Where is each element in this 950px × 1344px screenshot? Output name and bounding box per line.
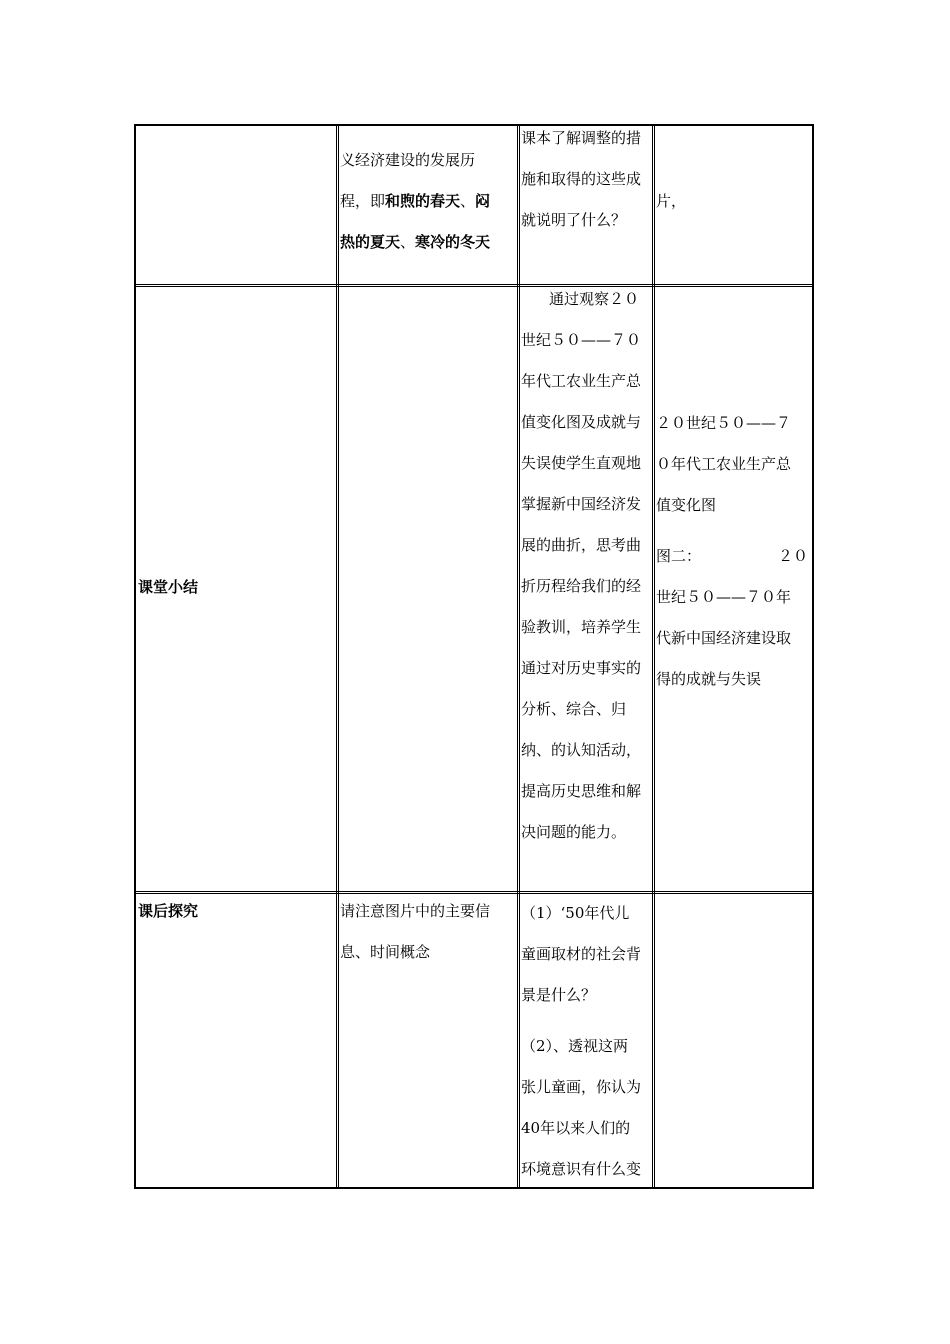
row3-col3-cell — [521, 893, 655, 1190]
cell-text: 图二： — [656, 547, 702, 565]
cell-text-line: 得的成就与失误 — [656, 670, 762, 688]
cell-text-line: 通过对历史事实的 — [521, 659, 642, 677]
cell-text-line — [340, 222, 516, 263]
cell-text-line: 通过观察２０ — [549, 290, 640, 308]
cell-text-line: 环境意识有什么变 — [521, 1160, 642, 1178]
cell-text-bold: 寒冷的冬天 — [415, 233, 491, 251]
cell-text-bold: 热的夏天 — [340, 233, 401, 251]
row3-col2-cell — [340, 891, 516, 973]
cell-text-line: 息、时间概念 — [340, 943, 431, 961]
cell-text-line: 景是什么？ — [521, 986, 597, 1004]
cell-text-line: 年代工农业生产总 — [521, 372, 642, 390]
cell-text-line: 分析、综合、归 — [521, 700, 627, 718]
cell-text-line: 童画取材的社会背 — [521, 945, 642, 963]
cell-text: 、 — [400, 233, 416, 251]
cell-text-line: 课本了解调整的措 — [521, 129, 642, 147]
row2-label-cell — [138, 567, 328, 608]
cell-text-line — [340, 181, 516, 222]
cell-text-line: 决问题的能力。 — [521, 823, 627, 841]
cell-text-bold: 和煦的春天 — [385, 192, 461, 210]
cell-text: 程，即 — [340, 192, 386, 210]
cell-text-line: 40年以来人们的 — [521, 1119, 631, 1137]
row-label: 课堂小结 — [138, 578, 199, 596]
lesson-plan-table — [134, 124, 814, 1189]
cell-text-line: 折历程给我们的经 — [521, 577, 642, 595]
row1-col3-cell — [521, 118, 653, 241]
row2-col3-cell — [521, 279, 655, 853]
cell-text-line: 就说明了什么？ — [521, 211, 627, 229]
row-divider — [136, 284, 812, 287]
cell-text-line: 展的曲折，思考曲 — [521, 536, 642, 554]
row3-label-cell — [138, 891, 328, 932]
row-label: 课后探究 — [138, 902, 199, 920]
cell-text-line: ２０世纪５０——７ — [656, 414, 792, 432]
cell-text-line: 世纪５０——７０年 — [656, 588, 792, 606]
cell-text-line: 义经济建设的发展历 — [340, 151, 476, 169]
cell-text-line: 请注意图片中的主要信 — [340, 902, 491, 920]
cell-text: ２０ — [777, 547, 808, 565]
cell-text-line: 代新中国经济建设取 — [656, 629, 792, 647]
cell-text-line: （2）、透视这两 — [521, 1037, 629, 1055]
cell-text-line: 纳、的认知活动， — [521, 741, 642, 759]
cell-text-line: 世纪５０——７０ — [521, 331, 642, 349]
cell-text-line: 值变化图及成就与 — [521, 413, 642, 431]
row2-col4-cell — [656, 403, 808, 700]
cell-text-line: 掌握新中国经济发 — [521, 495, 642, 513]
row1-col4-cell — [656, 181, 806, 222]
cell-text-bold: 闷 — [475, 192, 491, 210]
cell-text-line: 值变化图 — [656, 496, 717, 514]
cell-text-line: 张儿童画，你认为 — [521, 1078, 642, 1096]
cell-text-line — [656, 536, 808, 577]
cell-text-line: 施和取得的这些成 — [521, 170, 642, 188]
cell-text: 、 — [460, 192, 476, 210]
cell-text-line: 失误使学生直观地 — [521, 454, 642, 472]
row1-col2-cell — [340, 140, 516, 263]
cell-text-line: ０年代工农业生产总 — [656, 455, 792, 473]
cell-text-line: 提高历史思维和解 — [521, 782, 642, 800]
cell-text-line: 片， — [656, 192, 687, 210]
cell-text-line: 验教训，培养学生 — [521, 618, 642, 636]
cell-text-line: （1）‘50年代儿 — [521, 904, 630, 922]
